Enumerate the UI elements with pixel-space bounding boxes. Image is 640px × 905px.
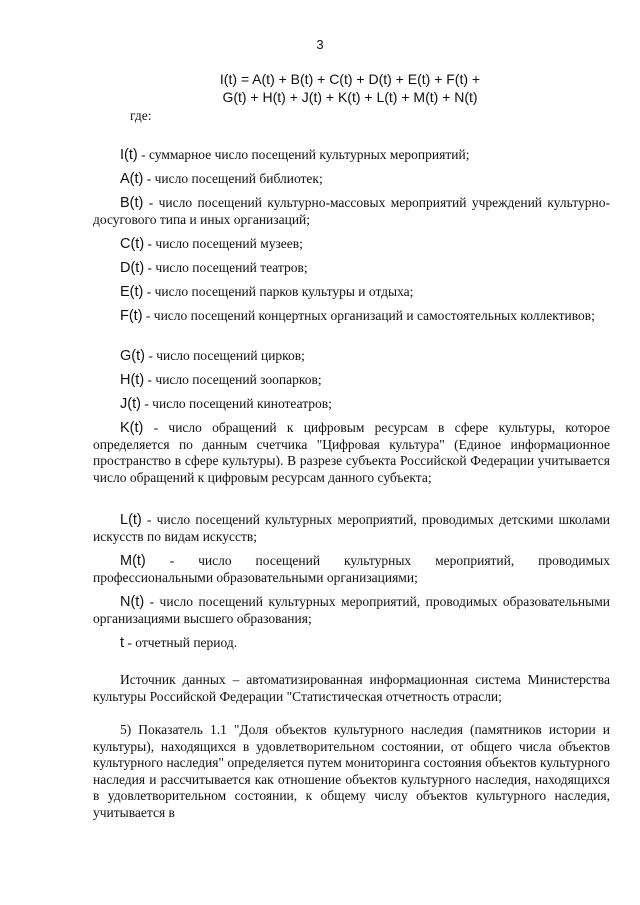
definition-G (93, 348, 610, 365)
symbol: A(t) (120, 171, 144, 187)
formula-line-1: I(t) = A(t) + B(t) + C(t) + D(t) + E(t) + F(t) + (219, 71, 481, 87)
symbol: D(t) (120, 260, 145, 276)
symbol: G(t) (120, 348, 145, 364)
definition-L (93, 512, 610, 545)
definition-text: - число посещений концертных организаций и самостоятельных коллективов; (142, 308, 595, 323)
symbol: C(t) (120, 236, 145, 252)
indicator-paragraph: 5) Показатель 1.1 "Доля объектов культурного наследия (памятников истории и культуры), находящихся в удовлетворительном состоянии, от общего числа объектов культурного наследия" определяется путем мониторинга состояния объектов культурного наследия и рассчитывается как отношение объектов культурного наследия, находящихся в удовлетворительном состоянии, к общему числу объектов культурного наследия, учитывается в (93, 722, 610, 820)
definition-text: - число посещений библиотек; (143, 171, 323, 186)
definition-text: - суммарное число посещений культурных мероприятий; (137, 147, 470, 162)
symbol: E(t) (120, 284, 144, 300)
definition-t (93, 635, 610, 652)
definition-F (93, 308, 610, 325)
definition-text: - число посещений культурных мероприятий, проводимых образовательными организациями высшего образования; (93, 594, 610, 626)
symbol: F(t) (120, 308, 143, 324)
page-number: 3 (316, 37, 324, 52)
definition-text: - отчетный период. (124, 635, 238, 650)
where-label: где: (130, 108, 152, 123)
symbol: H(t) (120, 372, 145, 388)
symbol: L(t) (120, 512, 142, 528)
formula-line-2: G(t) + H(t) + J(t) + K(t) + L(t) + M(t) + N(t) (222, 89, 478, 105)
definition-N (93, 594, 610, 627)
symbol: J(t) (120, 396, 141, 412)
definition-E (93, 284, 610, 301)
definition-D (93, 260, 610, 277)
symbol: M(t) (120, 553, 146, 569)
definition-text: - число посещений культурных мероприятий, проводимых профессиональными образовательными организациями; (93, 553, 610, 585)
symbol: B(t) (120, 195, 144, 211)
definition-text: - число посещений зоопарков; (144, 372, 322, 387)
symbol: I(t) (120, 147, 138, 163)
definition-I (93, 147, 610, 164)
definition-text: - число посещений культурно-массовых мероприятий учреждений культурно-досугового типа и иных организаций; (93, 195, 610, 227)
source-paragraph: Источник данных – автоматизированная информационная система Министерства культуры Российской Федерации "Статистическая отчетность отрасли; (93, 672, 610, 704)
definition-text: - число посещений музеев; (144, 236, 303, 251)
definition-K (93, 420, 610, 486)
definition-text: - число обращений к цифровым ресурсам в сфере культуры, которое определяется по данным счетчика "Цифровая культура" (Единое информационное пространство в сфере культуры). В разрезе субъекта Российской Федерации учитывается число обращений к цифровым ресурсам данного субъекта; (93, 420, 610, 485)
definition-C (93, 236, 610, 253)
definition-text: - число посещений цирков; (144, 348, 305, 363)
definition-text: - число посещений культурных мероприятий, проводимых детскими школами искусств по видам искусств; (93, 512, 610, 544)
symbol: t (120, 635, 125, 651)
definition-text: - число посещений парков культуры и отдыха; (143, 284, 414, 299)
definition-B (93, 195, 610, 228)
definition-A (93, 171, 610, 188)
symbol: N(t) (120, 594, 145, 610)
definition-text: - число посещений кинотеатров; (140, 396, 332, 411)
definition-H (93, 372, 610, 389)
definition-M (93, 553, 610, 586)
symbol: K(t) (120, 420, 144, 436)
definition-text: - число посещений театров; (144, 260, 308, 275)
definition-J (93, 396, 610, 413)
